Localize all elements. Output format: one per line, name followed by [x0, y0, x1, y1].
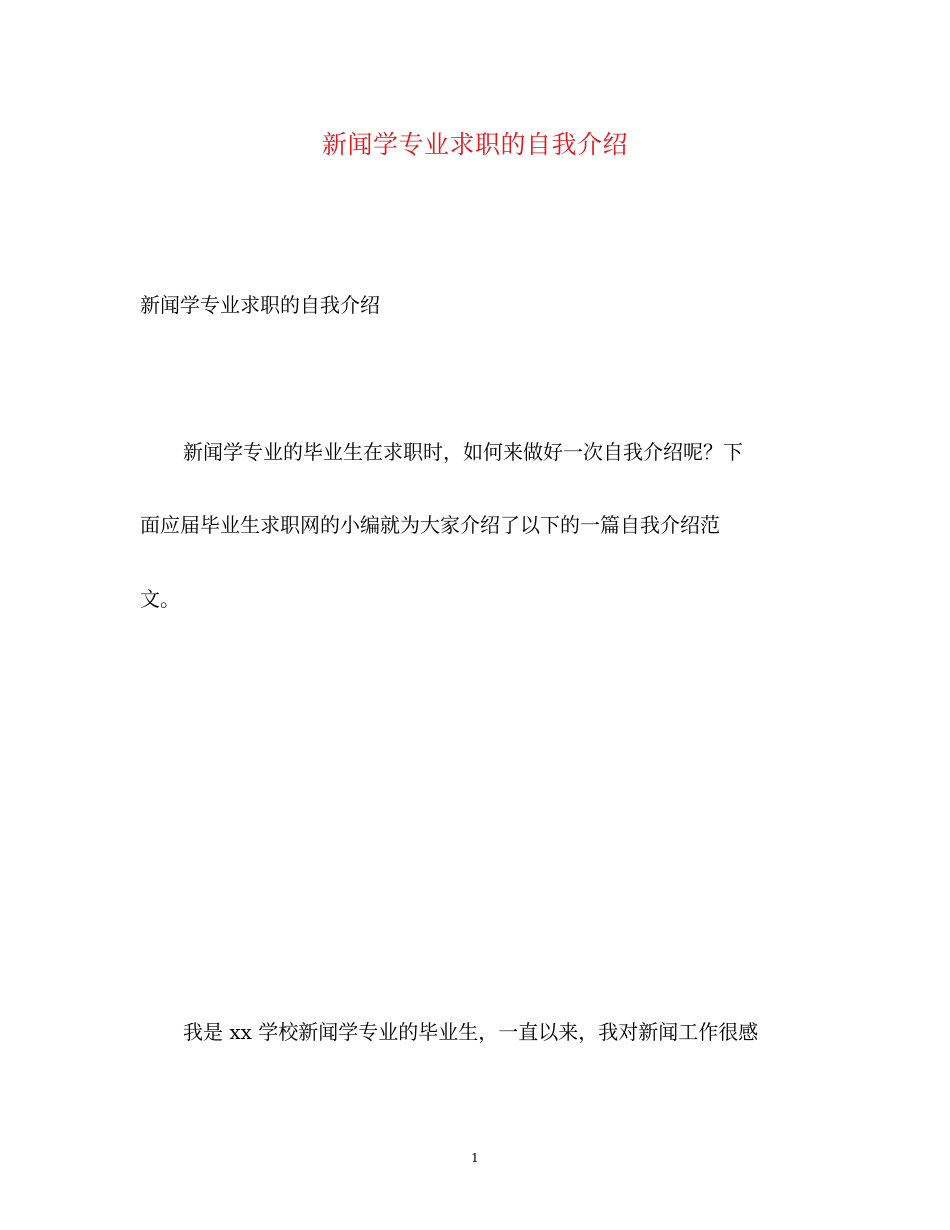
- document-title: 新闻学专业求职的自我介绍: [321, 130, 628, 159]
- paragraph-1-line-1: 新闻学专业的毕业生在求职时，如何来做好一次自我介绍呢？下: [183, 440, 743, 464]
- page-number: 1: [471, 1151, 479, 1165]
- paragraph-2-line-1: 我是 xx 学校新闻学专业的毕业生，一直以来，我对新闻工作很感: [183, 1020, 759, 1044]
- document-subtitle: 新闻学专业求职的自我介绍: [140, 293, 380, 317]
- paragraph-1-line-2: 面应届毕业生求职网的小编就为大家介绍了以下的一篇自我介绍范: [140, 513, 720, 537]
- paragraph-1-line-3: 文。: [140, 587, 180, 611]
